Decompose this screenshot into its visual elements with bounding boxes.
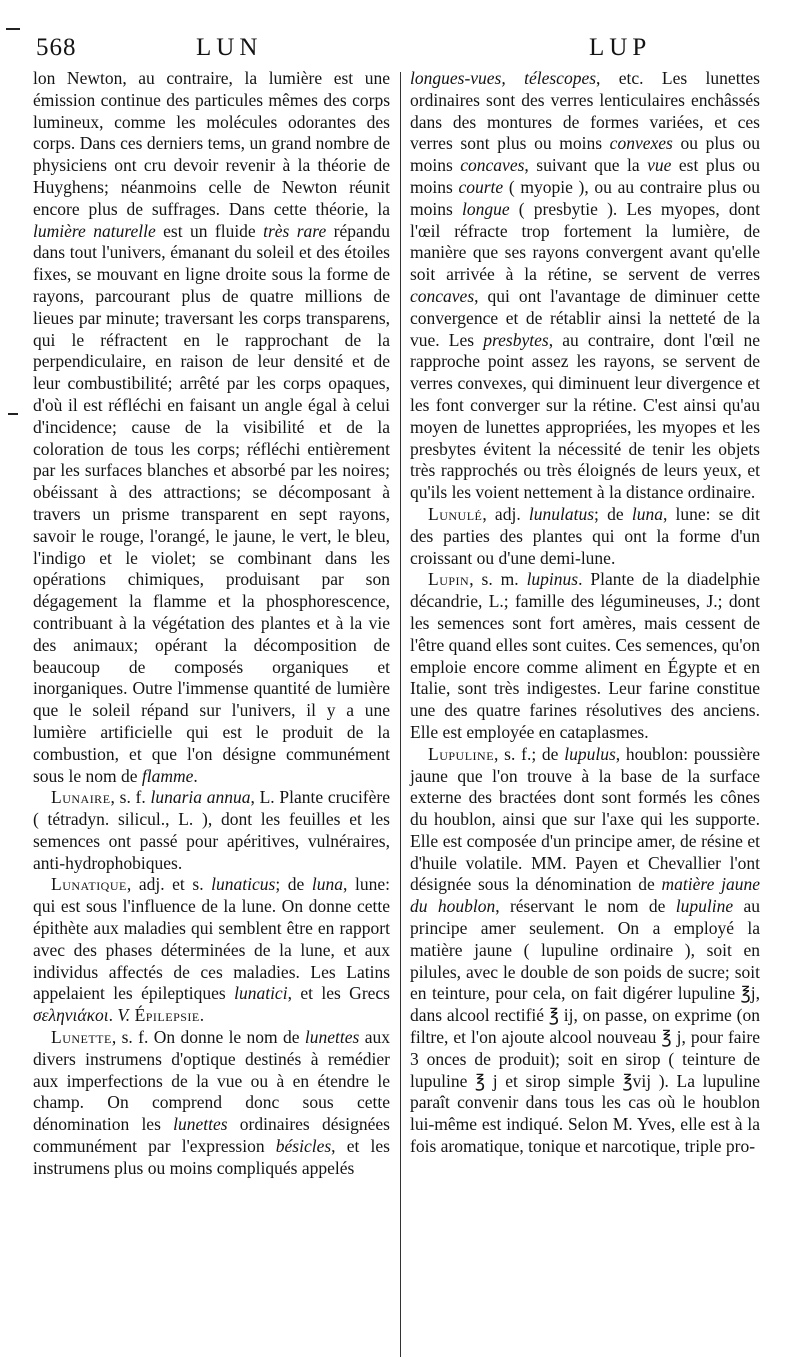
entry-lunule: Lunulé, adj. lunulatus; de luna, lune: se dit des parties des plantes qui ont la forme d'un croissant ou d'une demi-lune. (410, 503, 760, 568)
entry-lumiere-continued: lon Newton, au contraire, la lumière est une émission continue des particules mêmes des corps lumineux, comme les molécules odorantes des corps. Dans ces derniers tems, un grand nombre de physiciens ont cru devoir revenir à la théorie de Huyghens; néanmoins celle de Newton réunit encore plus de suffrages. Dans cette théorie, la lumière naturelle est un fluide très rare répandu dans tout l'univers, émanant du soleil et des étoiles fixes, se mouvant en ligne droite sous la forme de rayons, parcourant plus de quatre millions de lieues par minute; traversant les corps transparens, qui le réfractent en le rapprochant de la perpendiculaire, en raison de leur densité et de leur combustibilité; arrêté par les corps opaques, d'où il est réfléchi en faisant un angle égal à celui d'incidence; cause de la visibilité et de la coloration de tous les corps; réfléchi entièrement par les surfaces blanches et absorbé par les noires; obéissant à des attractions; se décomposant à travers un prisme transparent en sept rayons, savoir le rouge, l'orangé, le jaune, le vert, le bleu, l'indigo et le violet; se combinant dans les opérations chimiques, produisant par son dégagement la flamme et la phosphorescence, contribuant à la végétation des plantes et à la vie des animaux; opérant la décomposition de beaucoup de composés organiques et inorganiques. Outre l'immense quantité de lumière que le soleil répand sur l'univers, il y a une lumière artificielle qui est le produit de la combustion, et que l'on désigne communément sous le nom de flamme. (33, 68, 390, 786)
margin-mark (8, 413, 18, 415)
headword: Lupin (428, 569, 470, 590)
entry-lupuline: Lupuline, s. f.; de lupulus, houblon: poussière jaune que l'on trouve à la base de la surface externe des bractées dont sont formés les cônes du houblon, ainsi que sur l'axe qui les supporte. Elle est composée d'un principe amer, de résine et d'huile volatile. MM. Payen et Chevallier l'ont désignée sous la dénomination de matière jaune du houblon, réservant le nom de lupuline au principe amer seulement. On a employé la matière jaune ( lupuline ordinaire ), soit en pilules, avec le double de son poids de sucre; soit en teinture, pour cela, on fait digérer lupuline ℥j, dans alcool rectifié ℥ ij, on passe, on exprime (on filtre, et l'on ajoute alcool nouveau ℥ j, pour faire 3 onces de produit); soit en sirop ( teinture de lupuline ℥ j et sirop simple ℥vij ). La lupuline paraît convenir dans tous les cas où le houblon lui-même est indiqué. Selon M. Yves, elle est à la fois aromatique, tonique et narcotique, triple pro- (410, 743, 760, 1157)
left-column (33, 68, 390, 1180)
running-head-left: LUN (196, 34, 263, 61)
corner-mark (6, 28, 20, 30)
entry-lunette-continued: longues-vues, télescopes, etc. Les lunettes ordinaires sont des verres lenticulaires enchâssés dans des montures de formes variées, et ces verres sont plus ou moins convexes ou plus ou moins concaves, suivant que la vue est plus ou moins courte ( myopie ), ou au contraire plus ou moins longue ( presbytie ). Les myopes, dont l'œil réfracte trop fortement la lumière, de manière que ses rayons convergent avant qu'elle soit arrivée à la rétine, se servent de verres concaves, qui ont l'avantage de diminuer cette convergence et de rétablir ainsi la netteté de la vue. Les presbytes, au contraire, dont l'œil ne rapproche point assez les rayons, se servent de verres convexes, qui diminuent leur divergence et les font converger sur la rétine. C'est ainsi qu'au moyen de lunettes appropriées, les myopes et les presbytes évitent la nécessité de tenir les objets très rapprochés ou très éloignés de leurs yeux, et qu'ils les voient nettement à la distance ordinaire. (410, 68, 760, 503)
entry-lunatique: Lunatique, adj. et s. lunaticus; de luna, lune: qui est sous l'influence de la lune. On donne cette épithète aux maladies qui semblent être en rapport avec des phases déterminées de la lune, et aux individus affectés de ces maladies. Les Latins appelaient les épileptiques lunatici, et les Grecs σεληνιάκοι. V. Épilepsie. (33, 874, 390, 1026)
entry-lunette: Lunette, s. f. On donne le nom de lunettes aux divers instrumens d'optique destinés à remédier aux imperfections de la vue ou à en étendre le champ. On comprend donc sous cette dénomination les lunettes ordinaires désignées communément par l'expression bésicles, et les instrumens plus ou moins compliqués appelés (33, 1027, 390, 1178)
headword: Lunaire (51, 787, 111, 808)
entry-lunaire: Lunaire, s. f. lunaria annua, L. Plante crucifère ( tétradyn. silicul., L. ), dont les feuilles et les semences ont passé pour apéritives, vulnéraires, anti-hydrophobiques. (33, 787, 390, 873)
entry-lupin: Lupin, s. m. lupinus. Plante de la diadelphie décandrie, L.; famille des légumineuses, J.; dont les semences sont fort amères, mais cessent de l'être quand elles sont cuites. Ces semences, qu'on emploie encore comme aliment en Égypte et en Italie, sont très indigestes. Leur farine constitue une des quatre farines résolutives des anciens. Elle est employée en cataplasmes. (410, 569, 760, 742)
running-head-right: LUP (589, 34, 652, 61)
page-header (36, 30, 776, 70)
right-column (410, 68, 760, 1158)
page-number: 568 (36, 34, 77, 61)
headword: Lunette (51, 1027, 112, 1048)
headword: Lunulé (428, 503, 483, 524)
headword: Lupuline (428, 743, 495, 764)
headword: Lunatique (51, 874, 127, 895)
column-rule (400, 72, 401, 1357)
